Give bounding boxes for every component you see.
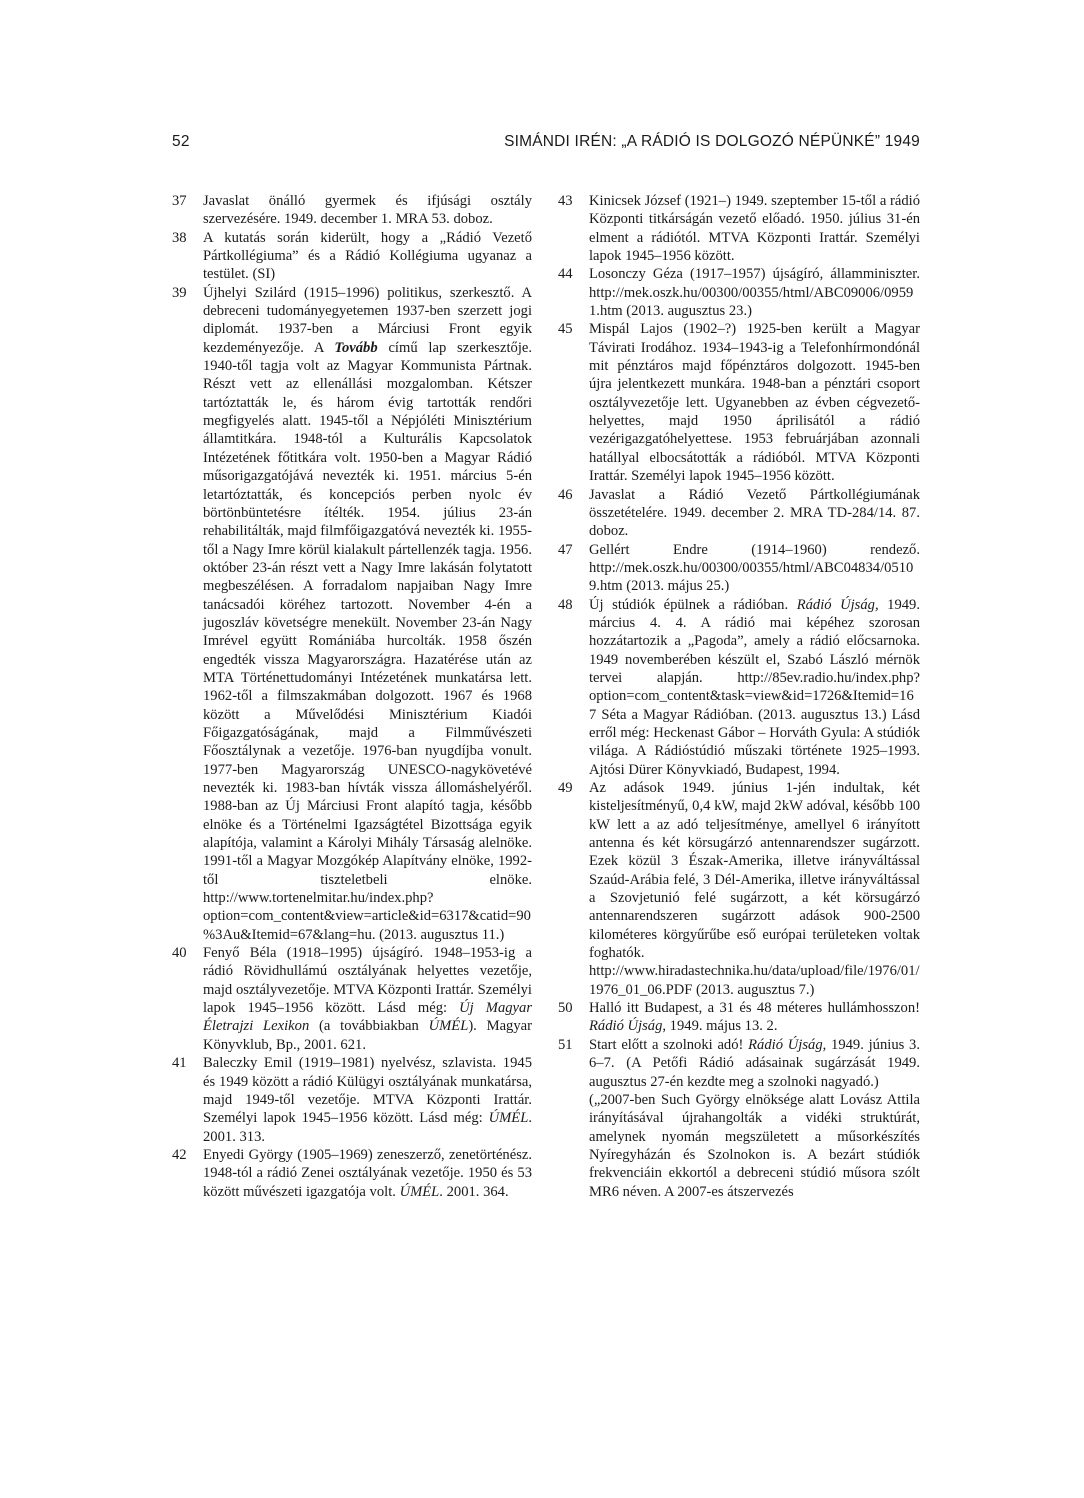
footnote-number: 48	[558, 596, 573, 613]
footnotes-left-column	[172, 192, 532, 1201]
footnote-number: 38	[172, 229, 187, 246]
page-number: 52	[172, 133, 190, 150]
footnote-number: 49	[558, 780, 573, 796]
footnote-number: 50	[558, 1000, 573, 1017]
abbreviation: ÚMÉL	[488, 1110, 529, 1127]
footnote-51	[558, 1036, 920, 1201]
text-segment: , 1949. május 13. 2.	[662, 1018, 778, 1035]
footnote-38	[172, 229, 532, 284]
text-segment: Enyedi György (1905–1969) zeneszerző, zenetörténész. 1948-tól a rádió Zenei osztályának vezetője. 1950 és 53 között művészeti igazgatója volt.	[203, 1146, 532, 1200]
page-header	[172, 133, 920, 155]
journal-title: Tovább	[334, 339, 378, 356]
footnote-45	[558, 320, 920, 485]
footnote-41	[172, 1054, 532, 1146]
footnote-43	[558, 192, 920, 265]
footnote-number: 45	[558, 321, 573, 338]
footnote-text	[589, 1036, 920, 1091]
footnote-number: 46	[558, 486, 573, 503]
text-segment: Baleczky Emil (1919–1981) nyelvész, szlavista. 1945 és 1949 között a rádió Külügyi osztályának munkatársa, majd 1949-től vezetője. MTVA Központi Irattár. Személyi lapok 1945–1956 között. Lásd még:	[203, 1055, 532, 1127]
abbreviation: ÚMÉL	[428, 1018, 469, 1035]
footnote-text: Javaslat önálló gyermek és ifjúsági osztály szervezésére. 1949. december 1. MRA 53. doboz.	[203, 193, 532, 228]
footnote-number: 37	[172, 193, 187, 209]
footnote-text: Gellért Endre (1914–1960) rendező. http://mek.oszk.hu/00300/00355/html/ABC04834/05109.htm (2013. május 25.)	[589, 541, 920, 595]
footnote-text	[589, 999, 920, 1036]
book-title: Új Magyar Életrajzi Lexikon	[203, 1000, 532, 1035]
text-segment: 1949. március 4. 4. A rádió mai képéhez szorosan hozzátartozik a „Pagoda”, amely a rádió előcsarnoka. 1949 novemberében készült el, Szabó László mérnök tervei alapján. http://85ev.radio.hu/index.php?option=com_content&task=view&id=1726&Itemid=167 Séta a Magyar Rádióban. (2013. augusztus 13.) Lásd erről még: Heckenast Gábor – Horváth Gyula: A stúdiók világa. A Rádióstúdió műszaki története 1925–1993. Ajtósi Dürer Könyvkiadó, Budapest, 1994.	[589, 596, 920, 778]
text-segment: ). Magyar Könyvklub, Bp., 2001. 621.	[203, 1018, 532, 1053]
text-segment: Halló itt Budapest, a 31 és 48 méteres hullámhosszon!	[589, 1000, 920, 1017]
footnote-text: Az adások 1949. június 1-jén indultak, két kisteljesítményű, 0,4 kW, majd 2kW adóval, később 100 kW lett a az adó teljesítménye, amellyel 6 irányított antenna és két körsugárzó antennarendszer sugárzott. Ezek közül 3 Észak-Amerika, illetve irányváltással Szaúd-Arábia felé, 3 Dél-Amerika, illetve irányváltással a Szovjetunió felé sugárzott, a két körsugárzó antennarendszeren sugárzott adások 900-2500 kilométeres körgyűrűbe eső európai területeken voltak foghatók. http://www.hiradastechnika.hu/data/upload/file/1976/01/1976_01_06.PDF (2013. augusztus 7.)	[589, 780, 920, 998]
footnote-40	[172, 944, 532, 1054]
footnote-42	[172, 1146, 532, 1201]
footnote-number: 40	[172, 945, 187, 962]
footnote-39	[172, 284, 532, 944]
text-segment: . 2001. 364.	[439, 1183, 509, 1200]
text-segment: című lap szerkesztője. 1940-től tagja volt az Magyar Kommunista Pártnak. Részt vett az ellenállási mozgalomban. Kétszer tartóztatták le, és három évig tartották rendőri megfigyelés alatt. 1945-től a Népjóléti Minisztérium államtitkára. 1948-tól a Kulturális Kapcsolatok Intézetének főtitkára volt. 1950-ben a Magyar Rádió műsorigazgatójává nevezték ki. 1951. március 5-én letartóztatták, és koncepciós perben nyolc év börtönbüntetésre ítélték. 1954. július 23-án rehabilitálták, majd filmfőigazgatóvá nevezték ki. 1955-től a Nagy Imre körül kialakult pártellenzék tagja. 1956. október 23-án részt vett a Nagy Imre lakásán folytatott megbeszélésen. A forradalom napjaiban Nagy Imre tanácsadói köréhez tartozott. November 4-én a jugoszláv követségre menekült. November 23-án Nagy Imrével együtt Romániába hurcolták. 1958 őszén engedték vissza Magyarországra. Hazatérése után az MTA Történettudományi Intézetének munkatársa lett. 1962-től a filmszakmában dolgozott. 1967 és 1968 között a Művelődési Minisztérium Kiadói Főigazgatóságának, majd a Filmművészeti Főosztálynak a vezetője. 1976-ban nyugdíjba vonult. 1977-ben Magyarország UNESCO-nagykövetévé nevezték ki. 1983-ban hívták vissza állomáshelyéről. 1988-ban az Új Márciusi Front alapító tagja, később elnöke és a Történelmi Igazságtétel Bizottsága egyik alapítója, valamint a Károlyi Mihály Társaság alelnöke. 1991-től a Magyar Mozgókép Alapítvány elnöke, 1992-től tiszteletbeli elnöke. http://www.tortenelmitar.hu/index.php?option=com_content&view=article&id=6317&catid=90%3Au&Itemid=67&lang=hu. (2013. augusztus 11.)	[203, 339, 532, 943]
journal-title: Rádió Újság	[589, 1018, 663, 1035]
journal-title: Rádió Újság	[748, 1036, 823, 1053]
footnote-number: 42	[172, 1146, 187, 1163]
journal-title: Rádió Újság,	[796, 596, 879, 613]
footnote-text	[589, 596, 920, 779]
footnote-text: Javaslat a Rádió Vezető Pártkollégiumának összetételére. 1949. december 2. MRA TD-284/14. 87. doboz.	[589, 486, 920, 540]
running-title: SIMÁNDI IRÉN: „A RÁDIÓ IS DOLGOZÓ NÉPÜNKÉ” 1949	[504, 133, 920, 150]
footnote-text: Kinicsek József (1921–) 1949. szeptember 15-től a rádió Központi titkárságán vezető előadó. 1950. július 31-én elment a rádiótól. MTVA Központi Irattár. Személyi lapok 1945–1956 között.	[589, 193, 920, 265]
footnote-text: Losonczy Géza (1917–1957) újságíró, államminiszter. http://mek.oszk.hu/00300/00355/html/ABC09006/09591.htm (2013. augusztus 23.)	[589, 266, 920, 320]
footnote-46	[558, 486, 920, 541]
footnote-text: Mispál Lajos (1902–?) 1925-ben került a Magyar Távirati Irodához. 1934–1943-ig a Telefonhírmondónál mit pénztáros majd főpénztáros dolgozott. 1945-ben újra jelentkezett munkára. 1948-ban a pénztári csoport osztályvezetője lett. Ugyanebben az évben cégvezető-helyettes, majd 1950 áprilisától a rádió vezérigazgatóhelyettese. 1953 februárjában azonnali hatállyal elbocsátották a rádióból. MTVA Központi Irattár. Személyi lapok 1945–1956 között.	[589, 321, 920, 485]
footnote-44	[558, 265, 920, 320]
abbreviation: ÚMÉL	[399, 1183, 440, 1200]
footnote-text	[203, 284, 532, 944]
footnote-37	[172, 192, 532, 229]
footnote-49	[558, 779, 920, 999]
text-segment: . 2001. 313.	[203, 1110, 532, 1145]
footnote-50	[558, 999, 920, 1036]
footnote-number: 41	[172, 1055, 187, 1072]
text-segment: (a továbbiakban	[309, 1018, 429, 1035]
text-segment: Fenyő Béla (1918–1995) újságíró. 1948–1953-ig a rádió Rövidhullámú osztályának helyettes vezetője, majd osztályvezetője. MTVA Központi Irattár. Személyi lapok 1945–1956 között. Lásd még:	[203, 945, 532, 1017]
footnote-47	[558, 541, 920, 596]
text-segment: , 1949. június 3. 6–7. (A Petőfi Rádió adásainak sugárzását 1949. augusztus 27-én kezdte meg a szolnoki nagyadó.)	[589, 1036, 920, 1090]
footnote-48	[558, 596, 920, 779]
footnote-text	[203, 944, 532, 1054]
text-segment: Új stúdiók épülnek a rádióban.	[589, 596, 797, 613]
text-segment: Újhelyi Szilárd (1915–1996) politikus, szerkesztő. A debreceni tudományegyetemen 1937-ben szerzett jogi diplomát. 1937-ben a Márciusi Front egyik kezdeményezője. A	[203, 284, 532, 356]
footnote-text: A kutatás során kiderült, hogy a „Rádió Vezető Pártkollégiuma” és a Rádió Kollégiuma ugyanaz a testület. (SI)	[203, 229, 532, 283]
footnote-number: 51	[558, 1036, 573, 1053]
footnote-number: 44	[558, 266, 573, 283]
footnotes-right-column	[558, 192, 920, 1201]
footnote-number: 39	[172, 284, 187, 301]
footnote-number: 47	[558, 541, 573, 558]
footnote-continuation: („2007-ben Such György elnöksége alatt Lovász Attila irányításával újrahangolták a vidéki struktúrát, amelynek nyomán megszületett a műsorkészítés Nyíregyházán és Szolnokon is. A bezárt stúdiók frekvenciáin ekkortól a debreceni stúdió műsora szólt MR6 néven. A 2007-es átszervezés	[589, 1091, 920, 1200]
text-segment: Start előtt a szolnoki adó!	[589, 1036, 749, 1053]
footnote-text	[203, 1146, 532, 1201]
footnote-number: 43	[558, 193, 573, 209]
footnote-text	[203, 1054, 532, 1146]
